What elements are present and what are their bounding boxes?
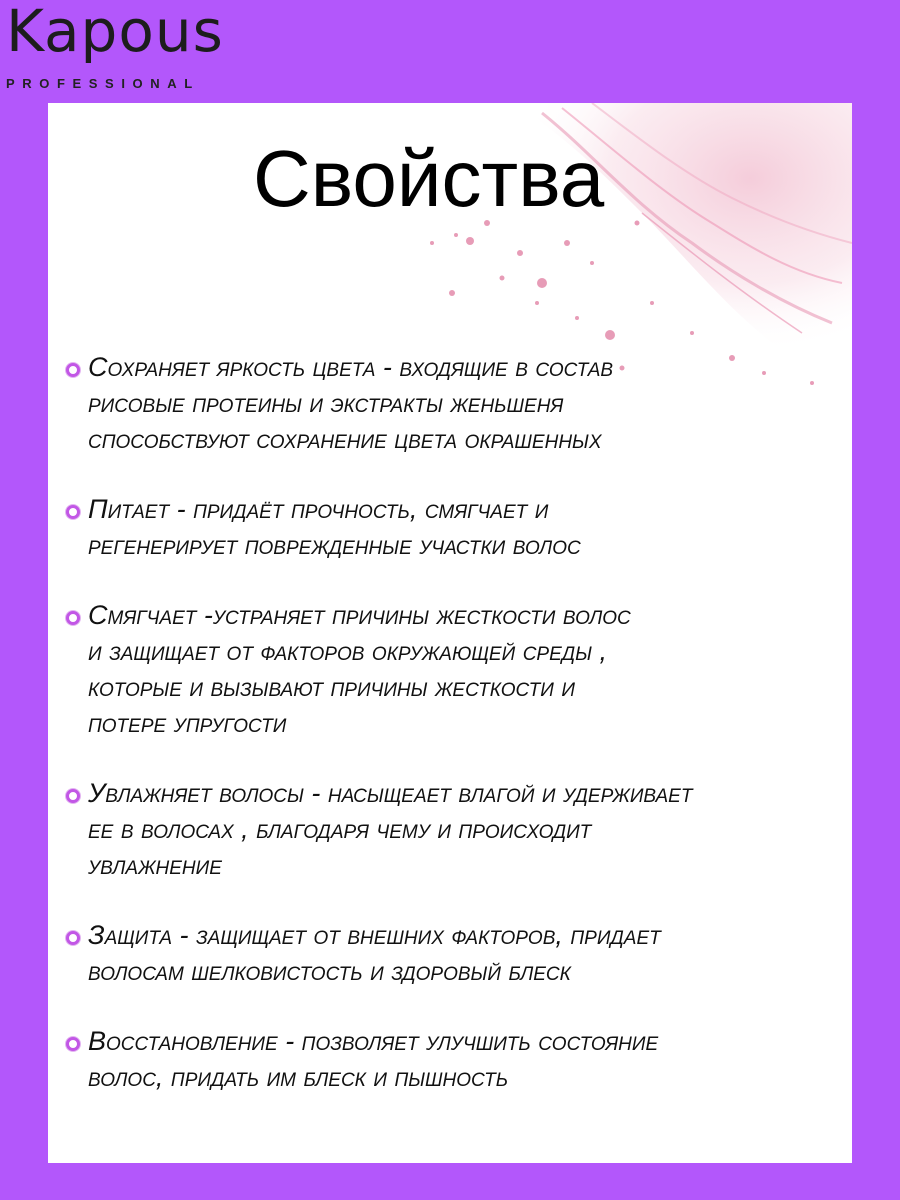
page-title: Свойства bbox=[253, 134, 605, 223]
property-line: волос, придать им блеск и пышность bbox=[88, 1062, 509, 1092]
property-line: Восстановление - позволяет улучшить состояние bbox=[88, 1026, 659, 1056]
property-line: Смягчает -устраняет причины жесткости волос bbox=[88, 600, 631, 630]
bullet-icon bbox=[66, 789, 80, 803]
bullet-icon bbox=[66, 505, 80, 519]
property-line: ее в волосах , благодаря чему и происходит bbox=[88, 814, 592, 844]
property-line: Сохраняет яркость цвета - входящие в состав bbox=[88, 352, 614, 382]
property-line: потере упругости bbox=[88, 708, 287, 738]
property-line: Питает - придаёт прочность, смягчает и bbox=[88, 494, 549, 524]
brand-logo bbox=[6, 0, 224, 91]
property-item bbox=[66, 775, 852, 883]
property-item bbox=[66, 597, 852, 741]
property-item bbox=[66, 491, 852, 563]
brand-subtitle: PROFESSIONAL bbox=[6, 76, 200, 91]
property-line: регенерирует поврежденные участки волос bbox=[88, 530, 581, 560]
property-item bbox=[66, 917, 852, 989]
properties-list bbox=[66, 349, 852, 1095]
properties-card bbox=[48, 103, 852, 1163]
property-line: и защищает от факторов окружающей среды , bbox=[88, 636, 607, 666]
bullet-icon bbox=[66, 611, 80, 625]
bullet-icon bbox=[66, 363, 80, 377]
bullet-icon bbox=[66, 1037, 80, 1051]
property-line: Защита - защищает от внешних факторов, придает bbox=[88, 920, 661, 950]
property-line: волосам шелковистость и здоровый блеск bbox=[88, 956, 571, 986]
property-line: способствуют сохранение цвета окрашенных bbox=[88, 424, 602, 454]
brand-name: Kapous bbox=[6, 0, 224, 65]
property-item bbox=[66, 1023, 852, 1095]
property-line: рисовые протеины и экстракты женьшеня bbox=[88, 388, 564, 418]
property-item bbox=[66, 349, 852, 457]
property-line: увлажнение bbox=[88, 850, 222, 880]
property-line: которые и вызывают причины жесткости и bbox=[88, 672, 575, 702]
bullet-icon bbox=[66, 931, 80, 945]
property-line: Увлажняет волосы - насыщеает влагой и удерживает bbox=[88, 778, 693, 808]
